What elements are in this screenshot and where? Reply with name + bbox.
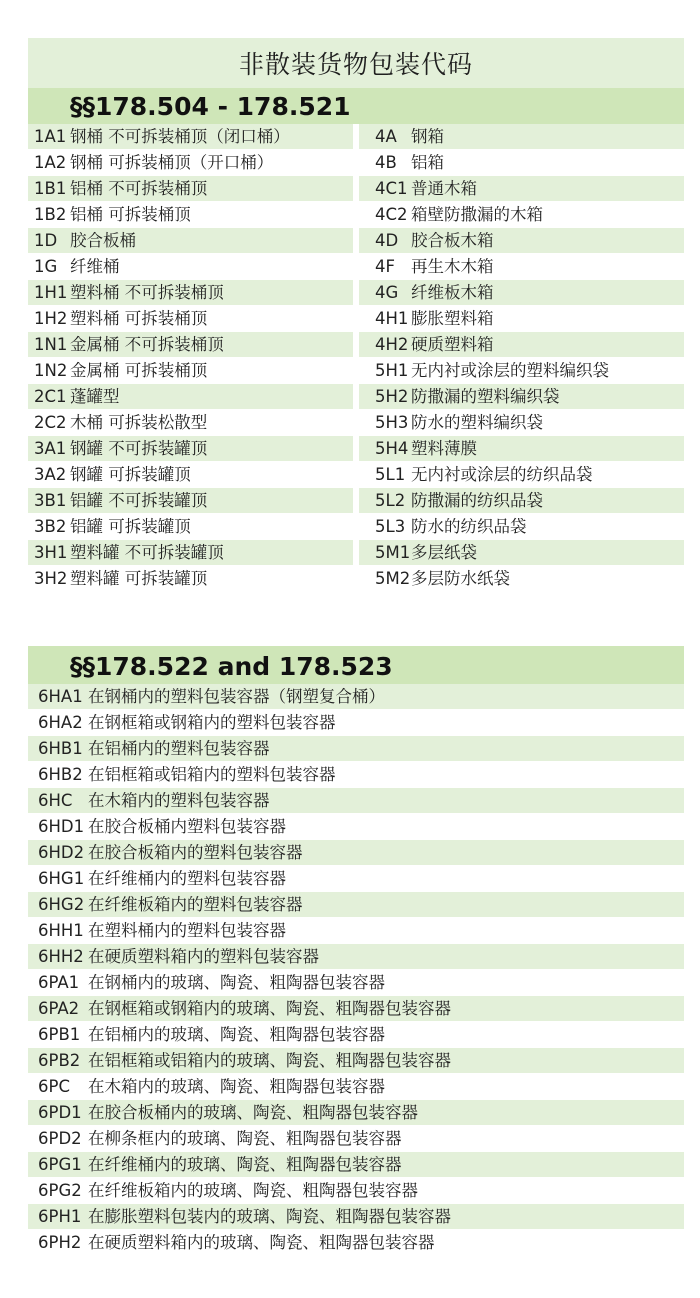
package-description: 在钢桶内的塑料包装容器（钢塑复合桶） [88, 687, 385, 706]
package-description: 在钢框箱或钢箱内的玻璃、陶瓷、粗陶器包装容器 [88, 999, 451, 1018]
package-code: 5H3 [375, 413, 409, 432]
package-description: 在硬质塑料箱内的塑料包装容器 [88, 947, 319, 966]
code-cell [28, 176, 353, 201]
table-row [28, 866, 684, 892]
package-code: 6HH2 [38, 947, 84, 966]
code-cell [359, 306, 684, 331]
code-cell [28, 228, 353, 253]
code-cell [28, 124, 353, 149]
table-row [28, 684, 684, 710]
code-cell [359, 462, 684, 487]
package-description: 塑料罐 可拆装罐顶 [70, 569, 208, 588]
code-cell [28, 306, 353, 331]
section-2-rows [28, 684, 684, 1256]
package-description: 在膨胀塑料包装内的玻璃、陶瓷、粗陶器包装容器 [88, 1207, 451, 1226]
package-description: 在纤维桶内的塑料包装容器 [88, 869, 286, 888]
package-description: 无内衬或涂层的纺织品袋 [411, 465, 593, 484]
package-code: 6PA2 [38, 999, 80, 1018]
package-description: 钢罐 不可拆装罐顶 [70, 439, 208, 458]
table-row [28, 280, 684, 306]
package-code: 6PC [38, 1077, 70, 1096]
table-row [28, 1126, 684, 1152]
package-description: 在木箱内的玻璃、陶瓷、粗陶器包装容器 [88, 1077, 385, 1096]
package-code: 5H4 [375, 439, 409, 458]
package-code: 6HA1 [38, 687, 83, 706]
table-row [28, 462, 684, 488]
package-description: 在铝桶内的塑料包装容器 [88, 739, 270, 758]
code-cell [28, 280, 353, 305]
package-code: 3H2 [34, 569, 68, 588]
code-cell [28, 710, 684, 735]
package-code: 4C1 [375, 179, 408, 198]
package-code: 5M1 [375, 543, 411, 562]
package-description: 再生木木箱 [411, 257, 494, 276]
package-code: 6PD1 [38, 1103, 82, 1122]
table-row [28, 202, 684, 228]
package-code: 1N1 [34, 335, 68, 354]
package-description: 钢罐 可拆装罐顶 [70, 465, 191, 484]
package-description: 在硬质塑料箱内的玻璃、陶瓷、粗陶器包装容器 [88, 1233, 435, 1252]
package-description: 在木箱内的塑料包装容器 [88, 791, 270, 810]
table-row [28, 788, 684, 814]
package-code: 4H2 [375, 335, 409, 354]
table-row [28, 384, 684, 410]
code-cell [28, 358, 353, 383]
table-row [28, 514, 684, 540]
package-description: 钢桶 可拆装桶顶（开口桶） [70, 153, 274, 172]
code-cell [28, 788, 684, 813]
package-code: 6PD2 [38, 1129, 82, 1148]
package-code: 4B [375, 153, 397, 172]
package-description: 纤维桶 [70, 257, 120, 276]
package-code: 5L1 [375, 465, 406, 484]
code-cell [28, 840, 684, 865]
code-cell [359, 566, 684, 591]
package-description: 防水的纺织品袋 [411, 517, 527, 536]
code-cell [28, 944, 684, 969]
table-row [28, 254, 684, 280]
package-description: 多层纸袋 [411, 543, 477, 562]
code-cell [359, 436, 684, 461]
package-description: 硬质塑料箱 [411, 335, 494, 354]
package-description: 普通木箱 [411, 179, 477, 198]
table-row [28, 970, 684, 996]
code-cell [28, 814, 684, 839]
package-code: 6PA1 [38, 973, 80, 992]
table-row [28, 710, 684, 736]
package-code: 6HA2 [38, 713, 83, 732]
table-row [28, 566, 684, 592]
package-code: 6PB1 [38, 1025, 81, 1044]
code-cell [359, 488, 684, 513]
table-row [28, 306, 684, 332]
table-row [28, 488, 684, 514]
package-description: 钢箱 [411, 127, 444, 146]
table-row [28, 1048, 684, 1074]
package-description: 铝箱 [411, 153, 444, 172]
table-row [28, 540, 684, 566]
code-cell [359, 150, 684, 175]
package-code: 6PH1 [38, 1207, 82, 1226]
package-description: 木桶 可拆装松散型 [70, 413, 208, 432]
table-row [28, 736, 684, 762]
package-description: 钢桶 不可拆装桶顶（闭口桶） [70, 127, 290, 146]
package-description: 在纤维桶内的玻璃、陶瓷、粗陶器包装容器 [88, 1155, 402, 1174]
package-description: 铝桶 可拆装桶顶 [70, 205, 191, 224]
table-row [28, 1022, 684, 1048]
package-code: 4H1 [375, 309, 409, 328]
table-row [28, 436, 684, 462]
package-code: 1H1 [34, 283, 68, 302]
table-row [28, 1152, 684, 1178]
package-code: 3H1 [34, 543, 68, 562]
code-cell [28, 970, 684, 995]
table-row [28, 1178, 684, 1204]
table-row [28, 840, 684, 866]
code-cell [359, 384, 684, 409]
table-row [28, 410, 684, 436]
package-description: 防水的塑料编织袋 [411, 413, 543, 432]
package-code: 5L3 [375, 517, 406, 536]
package-code: 6PG2 [38, 1181, 82, 1200]
table-row [28, 918, 684, 944]
package-description: 在钢框箱或钢箱内的塑料包装容器 [88, 713, 336, 732]
code-cell [28, 1074, 684, 1099]
code-cell [28, 566, 353, 591]
code-cell [28, 1178, 684, 1203]
table-row [28, 1100, 684, 1126]
code-cell [28, 462, 353, 487]
package-description: 在钢桶内的玻璃、陶瓷、粗陶器包装容器 [88, 973, 385, 992]
package-description: 铝罐 不可拆装罐顶 [70, 491, 208, 510]
package-description: 在铝框箱或铝箱内的塑料包装容器 [88, 765, 336, 784]
package-description: 金属桶 不可拆装桶顶 [70, 335, 224, 354]
table-row [28, 1074, 684, 1100]
table-row [28, 124, 684, 150]
package-description: 在纤维板箱内的塑料包装容器 [88, 895, 303, 914]
package-code: 3A1 [34, 439, 67, 458]
package-code: 6HH1 [38, 921, 84, 940]
package-description: 膨胀塑料箱 [411, 309, 494, 328]
table-row [28, 332, 684, 358]
package-code: 2C1 [34, 387, 67, 406]
code-cell [28, 996, 684, 1021]
package-description: 铝罐 可拆装罐顶 [70, 517, 191, 536]
code-cell [28, 436, 353, 461]
code-cell [28, 1230, 684, 1255]
package-description: 胶合板木箱 [411, 231, 494, 250]
document-title: 非散装货物包装代码 [28, 38, 684, 88]
package-code: 5L2 [375, 491, 406, 510]
package-description: 铝桶 不可拆装桶顶 [70, 179, 208, 198]
package-description: 在纤维板箱内的玻璃、陶瓷、粗陶器包装容器 [88, 1181, 418, 1200]
code-cell [359, 358, 684, 383]
package-description: 多层防水纸袋 [411, 569, 510, 588]
code-cell [28, 1100, 684, 1125]
package-description: 纤维板木箱 [411, 283, 494, 302]
package-code: 4D [375, 231, 399, 250]
code-cell [28, 202, 353, 227]
package-code: 6PG1 [38, 1155, 82, 1174]
package-description: 防撒漏的纺织品袋 [411, 491, 543, 510]
package-code: 1B2 [34, 205, 67, 224]
package-code: 6HG2 [38, 895, 85, 914]
code-cell [28, 1048, 684, 1073]
code-cell [359, 176, 684, 201]
code-cell [359, 202, 684, 227]
table-row [28, 358, 684, 384]
code-cell [28, 384, 353, 409]
package-code: 1D [34, 231, 58, 250]
code-cell [359, 228, 684, 253]
package-code: 2C2 [34, 413, 67, 432]
table-row [28, 1204, 684, 1230]
package-description: 在柳条框内的玻璃、陶瓷、粗陶器包装容器 [88, 1129, 402, 1148]
code-cell [359, 254, 684, 279]
code-cell [28, 332, 353, 357]
package-code: 4A [375, 127, 397, 146]
package-description: 塑料罐 不可拆装罐顶 [70, 543, 224, 562]
package-code: 1H2 [34, 309, 68, 328]
package-code: 6HB2 [38, 765, 83, 784]
package-code: 5H1 [375, 361, 409, 380]
code-cell [28, 736, 684, 761]
package-code: 6HB1 [38, 739, 83, 758]
package-code: 4G [375, 283, 399, 302]
code-cell [28, 540, 353, 565]
code-cell [359, 410, 684, 435]
package-code: 6HG1 [38, 869, 85, 888]
section-1-rows [28, 124, 684, 592]
package-description: 防撒漏的塑料编织袋 [411, 387, 560, 406]
packaging-codes-table-2 [28, 646, 684, 1266]
packaging-codes-table-1 [28, 38, 684, 598]
package-code: 1A2 [34, 153, 67, 172]
package-description: 在胶合板桶内的玻璃、陶瓷、粗陶器包装容器 [88, 1103, 418, 1122]
package-description: 箱壁防撒漏的木箱 [411, 205, 543, 224]
package-description: 在胶合板桶内塑料包装容器 [88, 817, 286, 836]
package-description: 金属桶 可拆装桶顶 [70, 361, 208, 380]
package-description: 在铝桶内的玻璃、陶瓷、粗陶器包装容器 [88, 1025, 385, 1044]
code-cell [28, 254, 353, 279]
package-code: 6HD1 [38, 817, 85, 836]
code-cell [28, 1126, 684, 1151]
table-row [28, 892, 684, 918]
package-description: 在铝框箱或铝箱内的玻璃、陶瓷、粗陶器包装容器 [88, 1051, 451, 1070]
code-cell [28, 1022, 684, 1047]
package-description: 塑料桶 不可拆装桶顶 [70, 283, 224, 302]
package-description: 塑料薄膜 [411, 439, 477, 458]
package-code: 6PH2 [38, 1233, 82, 1252]
package-code: 6HC [38, 791, 73, 810]
package-code: 5M2 [375, 569, 411, 588]
package-description: 在胶合板箱内的塑料包装容器 [88, 843, 303, 862]
package-code: 3B2 [34, 517, 67, 536]
code-cell [359, 332, 684, 357]
table-row [28, 762, 684, 788]
table-row [28, 814, 684, 840]
code-cell [28, 866, 684, 891]
code-cell [28, 762, 684, 787]
code-cell [28, 488, 353, 513]
table-row [28, 944, 684, 970]
code-cell [28, 410, 353, 435]
package-code: 3A2 [34, 465, 67, 484]
code-cell [28, 150, 353, 175]
package-code: 1G [34, 257, 58, 276]
package-code: 4C2 [375, 205, 408, 224]
package-code: 4F [375, 257, 395, 276]
table-row [28, 176, 684, 202]
section-2-heading: §§178.522 and 178.523 [28, 646, 684, 684]
code-cell [359, 514, 684, 539]
code-cell [28, 1152, 684, 1177]
section-1-heading: §§178.504 - 178.521 [28, 88, 684, 124]
code-cell [359, 540, 684, 565]
package-description: 塑料桶 可拆装桶顶 [70, 309, 208, 328]
package-description: 胶合板桶 [70, 231, 136, 250]
code-cell [359, 124, 684, 149]
package-code: 1B1 [34, 179, 67, 198]
package-description: 无内衬或涂层的塑料编织袋 [411, 361, 609, 380]
package-code: 5H2 [375, 387, 409, 406]
package-code: 6PB2 [38, 1051, 81, 1070]
package-description: 蓬罐型 [70, 387, 120, 406]
code-cell [28, 684, 684, 709]
code-cell [359, 280, 684, 305]
table-row [28, 150, 684, 176]
package-code: 1N2 [34, 361, 68, 380]
code-cell [28, 892, 684, 917]
package-code: 6HD2 [38, 843, 85, 862]
table-row [28, 228, 684, 254]
table-row [28, 996, 684, 1022]
code-cell [28, 1204, 684, 1229]
table-row [28, 1230, 684, 1256]
code-cell [28, 514, 353, 539]
package-description: 在塑料桶内的塑料包装容器 [88, 921, 286, 940]
package-code: 1A1 [34, 127, 67, 146]
code-cell [28, 918, 684, 943]
package-code: 3B1 [34, 491, 67, 510]
